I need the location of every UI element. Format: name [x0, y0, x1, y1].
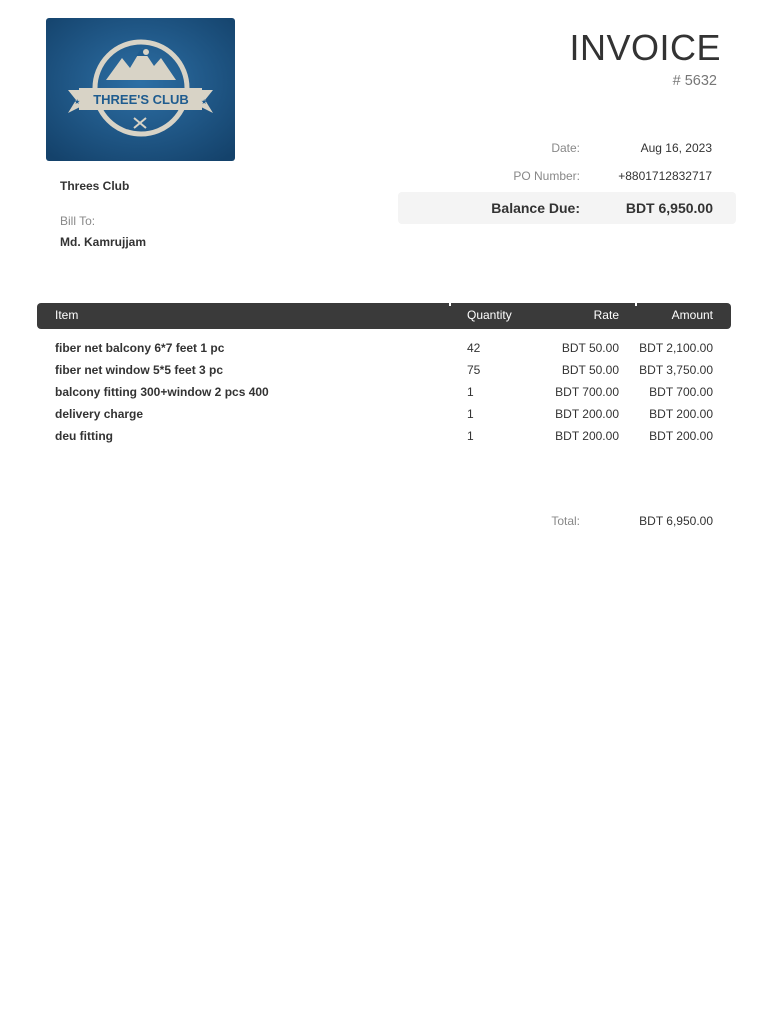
total-row	[398, 511, 736, 531]
row-rate: BDT 50.00	[561, 363, 619, 377]
bill-to-name: Md. Kamrujjam	[60, 235, 147, 249]
row-amount: BDT 700.00	[649, 385, 713, 399]
items-table-body	[37, 338, 731, 448]
row-item: fiber net window 5*5 feet 3 pc	[55, 363, 224, 377]
table-row	[37, 382, 731, 404]
row-item: fiber net balcony 6*7 feet 1 pc	[55, 341, 225, 355]
row-item: delivery charge	[55, 407, 144, 421]
header-divider	[635, 303, 637, 306]
table-row	[37, 426, 731, 448]
row-amount: BDT 200.00	[649, 429, 713, 443]
balance-due-label: Balance Due:	[491, 200, 580, 216]
logo-text: THREE'S CLUB	[93, 92, 189, 107]
header-amount: Amount	[671, 308, 713, 322]
balance-due-row	[398, 192, 736, 224]
row-rate: BDT 200.00	[555, 407, 619, 421]
row-rate: BDT 700.00	[555, 385, 619, 399]
po-number-label: PO Number:	[513, 169, 580, 183]
total-value: BDT 6,950.00	[639, 514, 713, 528]
row-quantity: 1	[467, 385, 474, 399]
row-quantity: 75	[467, 363, 481, 377]
table-row	[37, 338, 731, 360]
items-table-header	[37, 303, 731, 329]
invoice-number: # 5632	[672, 73, 717, 89]
header-divider	[449, 303, 451, 306]
row-quantity: 1	[467, 429, 474, 443]
table-row	[37, 404, 731, 426]
po-number-row	[398, 165, 736, 187]
invoice-title: INVOICE	[569, 27, 721, 68]
balance-due-value: BDT 6,950.00	[625, 200, 713, 216]
po-number-value: +8801712832717	[618, 169, 712, 183]
row-quantity: 1	[467, 407, 474, 421]
row-item: deu fitting	[55, 429, 113, 443]
date-row	[398, 137, 736, 159]
svg-text:★: ★	[74, 98, 81, 106]
header-rate: Rate	[593, 308, 619, 322]
date-value: Aug 16, 2023	[640, 141, 712, 155]
table-row	[37, 360, 731, 382]
row-rate: BDT 200.00	[555, 429, 619, 443]
date-label: Date:	[551, 141, 580, 155]
header-item: Item	[55, 308, 79, 322]
row-amount: BDT 200.00	[649, 407, 713, 421]
row-amount: BDT 2,100.00	[639, 341, 713, 355]
row-rate: BDT 50.00	[561, 341, 619, 355]
company-logo	[46, 18, 235, 161]
bill-to-label: Bill To:	[60, 214, 96, 228]
row-item: balcony fitting 300+window 2 pcs 400	[55, 385, 269, 399]
row-amount: BDT 3,750.00	[639, 363, 713, 377]
header-quantity: Quantity	[467, 308, 512, 322]
total-label: Total:	[551, 514, 580, 528]
svg-text:★: ★	[201, 98, 208, 106]
from-company-name: Threes Club	[60, 179, 130, 193]
row-quantity: 42	[467, 341, 481, 355]
